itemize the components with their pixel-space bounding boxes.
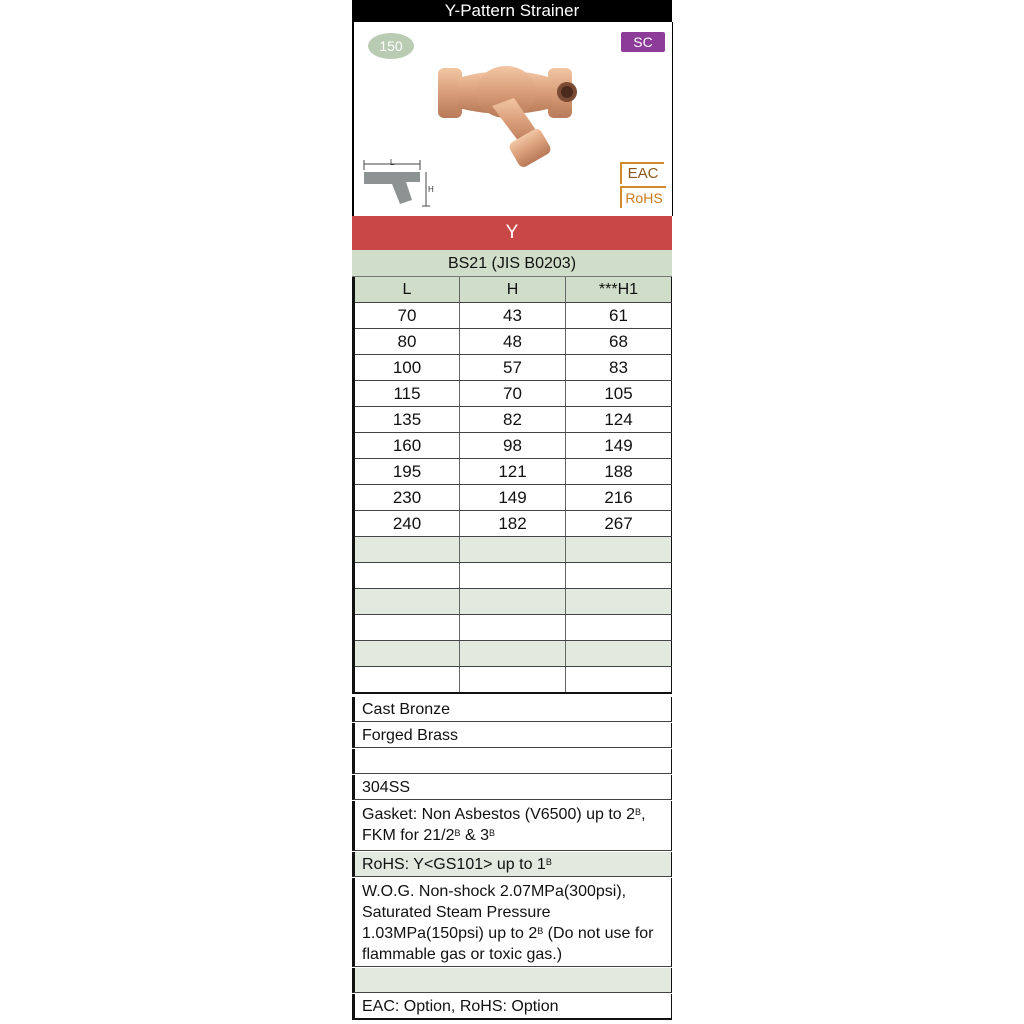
gasket-text-mid: , FKM for 21/2 — [362, 806, 646, 844]
pressure-unit-mark: B — [537, 926, 544, 936]
pressure-text: W.O.G. Non-shock 2.07MPa(300psi), Saturated Steam Pressure 1.03MPa(150psi) up to 2 — [362, 883, 627, 942]
gasket-unit-mark: B — [488, 828, 495, 838]
gasket-spec — [352, 801, 672, 851]
table-row — [354, 303, 672, 329]
table-cell: 83 — [566, 355, 672, 381]
table-cell — [460, 537, 566, 563]
options-note: EAC: Option, RoHS: Option — [352, 994, 672, 1020]
table-cell: 80 — [354, 329, 460, 355]
screen-material: 304SS — [352, 775, 672, 800]
blank-spec-row — [352, 968, 672, 993]
rohs-note-text: RoHS: Y<GS101> up to 1 — [362, 856, 546, 873]
column-header-h: H — [460, 277, 566, 303]
table-cell: 48 — [460, 329, 566, 355]
table-cell: 195 — [354, 459, 460, 485]
table-cell: 182 — [460, 511, 566, 537]
product-photo-panel — [352, 22, 673, 216]
pressure-text-tail: (Do not use for flammable gas or toxic gas.) — [362, 925, 654, 963]
table-row — [354, 537, 672, 563]
table-cell: 105 — [566, 381, 672, 407]
table-cell — [460, 615, 566, 641]
table-cell — [460, 641, 566, 667]
column-header-h1: ***H1 — [566, 277, 672, 303]
table-row — [354, 615, 672, 641]
table-cell: 70 — [354, 303, 460, 329]
material-code-badge: SC — [621, 32, 665, 52]
table-cell: 135 — [354, 407, 460, 433]
table-row — [354, 329, 672, 355]
table-cell — [566, 563, 672, 589]
table-cell: 149 — [460, 485, 566, 511]
table-cell: 124 — [566, 407, 672, 433]
gasket-text: Gasket: Non Asbestos (V6500) up to 2 — [362, 806, 636, 823]
table-row — [354, 667, 672, 694]
table-cell: 61 — [566, 303, 672, 329]
eac-certification-mark: EAC — [620, 162, 664, 184]
table-cell — [566, 589, 672, 615]
table-cell — [354, 589, 460, 615]
table-row — [354, 381, 672, 407]
y-strainer-valve-image — [422, 54, 592, 184]
bonnet-material: Forged Brass — [352, 723, 672, 748]
table-cell: 100 — [354, 355, 460, 381]
blank-spec-row — [352, 749, 672, 774]
rohs-note — [352, 852, 672, 877]
table-cell: 98 — [460, 433, 566, 459]
table-cell: 149 — [566, 433, 672, 459]
product-title: Y-Pattern Strainer — [352, 0, 672, 22]
gasket-text-amp: & 3 — [460, 827, 489, 844]
table-cell — [566, 537, 672, 563]
table-row — [354, 459, 672, 485]
table-cell — [566, 667, 672, 694]
table-header-row — [354, 277, 672, 303]
table-row — [354, 563, 672, 589]
table-row — [354, 511, 672, 537]
gasket-unit-mark: B — [635, 807, 642, 817]
table-cell: 267 — [566, 511, 672, 537]
table-cell: 121 — [460, 459, 566, 485]
dimension-label-h: H — [428, 185, 434, 194]
product-spec-sheet — [352, 0, 672, 1024]
table-row — [354, 485, 672, 511]
pressure-rating — [352, 878, 672, 967]
table-cell: 240 — [354, 511, 460, 537]
dimension-table — [352, 277, 672, 694]
table-cell — [460, 667, 566, 694]
gasket-unit-mark: B — [454, 828, 461, 838]
table-row — [354, 355, 672, 381]
table-cell — [354, 667, 460, 694]
table-cell: 216 — [566, 485, 672, 511]
table-cell: 70 — [460, 381, 566, 407]
standard-label: BS21 (JIS B0203) — [352, 250, 672, 277]
table-cell: 68 — [566, 329, 672, 355]
table-cell: 115 — [354, 381, 460, 407]
table-cell: 57 — [460, 355, 566, 381]
table-row — [354, 641, 672, 667]
rohs-certification-mark: RoHS — [620, 186, 666, 208]
table-row — [354, 433, 672, 459]
table-cell — [460, 563, 566, 589]
table-cell: 43 — [460, 303, 566, 329]
column-header-l: L — [354, 277, 460, 303]
table-cell — [354, 563, 460, 589]
rohs-unit-mark: B — [545, 857, 552, 867]
table-cell: 160 — [354, 433, 460, 459]
body-material: Cast Bronze — [352, 697, 672, 722]
pressure-class-badge: 150 — [368, 33, 414, 59]
table-cell — [354, 641, 460, 667]
table-row — [354, 407, 672, 433]
table-cell: 230 — [354, 485, 460, 511]
table-cell — [354, 537, 460, 563]
table-cell: 82 — [460, 407, 566, 433]
table-cell — [460, 589, 566, 615]
table-cell — [566, 615, 672, 641]
table-cell: 188 — [566, 459, 672, 485]
table-cell — [354, 615, 460, 641]
table-row — [354, 589, 672, 615]
type-heading: Y — [352, 216, 672, 250]
table-cell — [566, 641, 672, 667]
dimension-diagram — [362, 156, 442, 214]
dimension-label-l: L — [390, 158, 395, 167]
